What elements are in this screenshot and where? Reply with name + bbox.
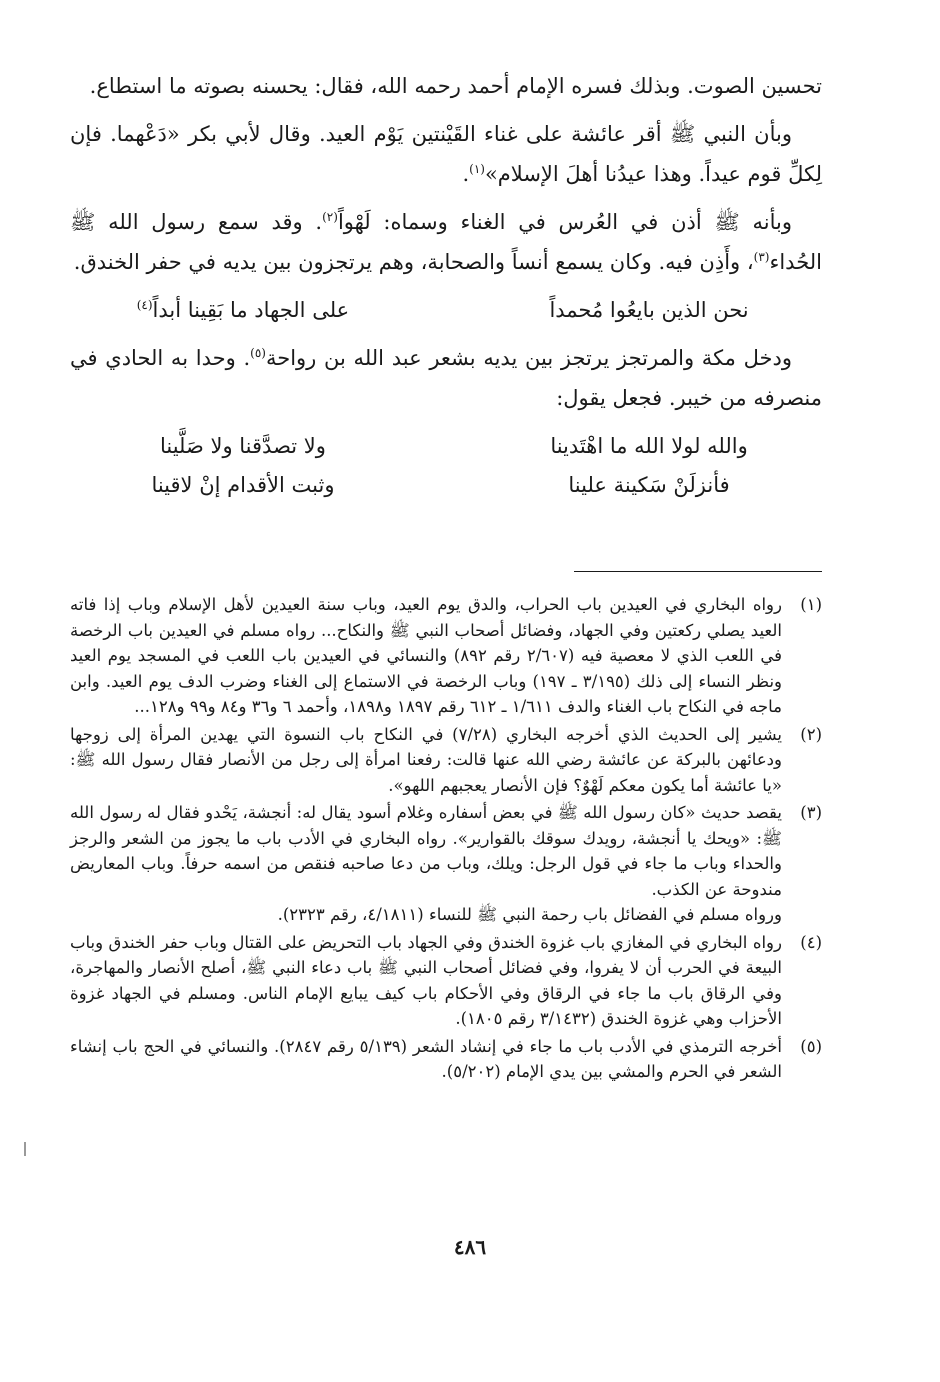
footnote-separator (574, 571, 822, 572)
paragraph-2 (70, 114, 822, 194)
footnote-number: (٣) (800, 803, 822, 822)
footnote-ref-5: (٥) (250, 346, 266, 360)
footnote-number: (١) (800, 595, 822, 614)
footnote-2 (70, 722, 822, 799)
verse-1-second-hemistich-wrap (70, 290, 416, 330)
verse-3 (70, 466, 822, 504)
verse-1 (70, 290, 822, 330)
footnote-ref-3: (٣) (753, 250, 770, 264)
verse-1-first-hemistich: نحن الذين بايعُوا مُحمداً (549, 298, 749, 322)
paragraph-1 (70, 66, 822, 106)
paragraph-2-text: وبأن النبي ﷺ أقر عائشة على غناء القَيْنتين يَوْم العيد. وقال لأبي بكر «دَعْهما. فإن لِكلِّ قوم عيداً. وهذا عيدُنا أهلَ الإسلام» (70, 122, 822, 186)
footnote-number: (٢) (800, 724, 822, 744)
paragraph-3 (70, 202, 822, 282)
footnotes (70, 592, 822, 1087)
paragraph-4 (70, 338, 822, 418)
verse-2 (70, 426, 822, 466)
paragraph-3-text-a: وبأنه ﷺ أذن في العُرس في الغناء وسماه: لَهْواً (337, 210, 793, 234)
footnote-number: (٥) (800, 1036, 822, 1056)
footnote-text: يشير إلى الحديث الذي أخرجه البخاري (٧/٢٨) في النكاح باب النسوة التي يهدين المرأة إلى زوجها ودعائهن بالبركة عن عائشة رضي الله عنها قالت: رفعنا امرأة إلى رجل من الأنصار فقال رسول الله ﷺ: «يا عائشة أما يكون معكم لَهْوٌ؟ فإن الأنصار يعجبهم اللهو». (70, 724, 783, 795)
verse-1-second-hemistich: على الجهاد ما بَقِينا أبداً (152, 298, 350, 322)
paragraph-3-text-b: . وقد سمع رسول الله ﷺ الحُداء (70, 210, 822, 274)
footnote-text: يقصد حديث «كان رسول الله ﷺ في بعض أسفاره وغلام أسود يقال له: أنجشة، يَحْدو فقال له رسول الله ﷺ: «ويحك يا أنجشة، رويدك سوقك بالقوارير». رواه البخاري في الأدب باب ما يجوز من الشعر والرجز والحداء وباب ما جاء في قول الرجل: ويلك، وباب من دعا صاحبه فنقص من اسمه حرفاً. وباب المعاريض مندوحة عن الكذب. (70, 803, 782, 899)
footnote-text: رواه البخاري في العيدين باب الحراب، والدق يوم العيد، وباب سنة العيدين لأهل الإسلام وباب إذا فاته العيد يصلي ركعتين وفي الجهاد، وفضائل أصحاب النبي ﷺ والنكاح... رواه مسلم في العيدين باب الرخصة في اللعب الذي لا معصية فيه (٢/٦٠٧ رقم ٨٩٢) والنسائي في العيدين باب اللعب في المسجد يوم العيد ونظر النساء إلى ذلك (٣/١٩٥ ـ ١٩٧) وباب الرخصة في الاستماع إلى الغناء وضرب الدف يوم العيد. وابن ماجه في النكاح باب الغناء والدف ١/٦١١ ـ ٦١٢ رقم ١٨٩٧ و١٨٩٨، وأحمد ٦ و٣٦ و٨٤ و٩٩ و١٢٨... (70, 595, 782, 716)
footnote-ref-4: (٤) (136, 298, 153, 312)
page-number: ٤٨٦ (453, 1235, 487, 1259)
footnote-3 (70, 800, 822, 928)
verse-3-second-hemistich: وثبت الأقدام إنْ لاقينا (151, 473, 335, 497)
paragraph-1-text: تحسين الصوت. وبذلك فسره الإمام أحمد رحمه الله، فقال: يحسنه بصوته ما استطاع. (89, 74, 822, 98)
footnote-ref-2: (٢) (322, 210, 338, 224)
paragraph-2-end: . (462, 162, 470, 186)
footnote-1 (70, 592, 822, 720)
margin-mark (24, 1142, 26, 1156)
paragraph-4-text-b: . وحدا به الحادي في منصرفه من خيبر. فجعل يقول: (70, 346, 822, 410)
paragraph-4-text-a: ودخل مكة والمرتجز يرتجز بين يديه بشعر عبد الله بن رواحة (265, 346, 792, 370)
verse-3-first-hemistich: فأنزلَنْ سَكينة علينا (568, 473, 730, 497)
verse-2-second-hemistich: ولا تصدَّقنا ولا صَلَّينا (159, 434, 326, 458)
paragraph-3-text-c: ، وأَذِن فيه. وكان يسمع أنساً والصحابة، وهم يرتجزون بين يديه في حفر الخندق. (73, 250, 754, 274)
verse-2-first-hemistich: والله لولا الله ما اهْتَدينا (550, 434, 748, 458)
main-text (70, 66, 822, 512)
footnote-text: رواه البخاري في المغازي باب غزوة الخندق وفي الجهاد باب التحريض على القتال وباب حفر الخندق وباب البيعة في الحرب أن لا يفروا، وفي فضائل أصحاب النبي ﷺ باب دعاء النبي ﷺ، أصلح الأنصار والمهاجرة، وفي الرقاق باب ما جاء في الرقاق وفي الأحكام باب كيف يبايع الإمام الناس. ومسلم في الجهاد غزوة الأحزاب وهي غزوة الخندق (٣/١٤٣٢ رقم ١٨٠٥). (70, 932, 782, 1028)
footnote-text-wrap (70, 800, 782, 928)
footnote-5 (70, 1034, 822, 1085)
footnote-ref-1: (١) (469, 162, 485, 176)
footnote-text-continued: ورواه مسلم في الفضائل باب رحمة النبي ﷺ للنساء (٤/١٨١١، رقم ٢٣٢٣). (277, 905, 782, 924)
footnote-text: أخرجه الترمذي في الأدب باب ما جاء في إنشاد الشعر (٥/١٣٩ رقم ٢٨٤٧). والنسائي في الحج باب إنشاء الشعر في الحرم والمشي بين يدي الإمام (٥/٢٠٢). (70, 1036, 783, 1081)
footnote-4 (70, 930, 822, 1032)
footnote-number: (٤) (800, 932, 822, 952)
